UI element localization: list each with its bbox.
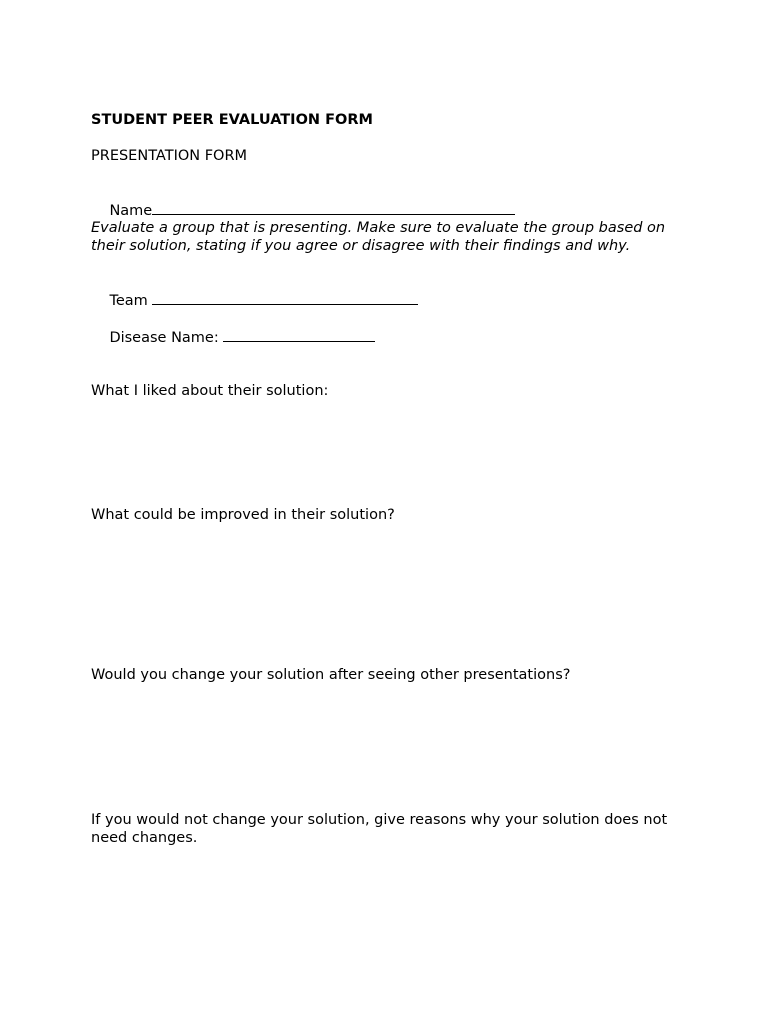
question-liked: What I liked about their solution: bbox=[91, 383, 329, 399]
question-improved: What could be improved in their solution? bbox=[91, 507, 395, 523]
team-label: Team bbox=[109, 293, 153, 309]
name-blank-line[interactable] bbox=[152, 201, 515, 215]
form-subtitle: PRESENTATION FORM bbox=[91, 148, 248, 164]
form-title: STUDENT PEER EVALUATION FORM bbox=[91, 112, 373, 128]
disease-label: Disease Name: bbox=[109, 330, 224, 346]
question-change: Would you change your solution after seeing other presentations? bbox=[91, 667, 571, 683]
question-reasons: If you would not change your solution, give reasons why your solution does not need changes. bbox=[91, 812, 668, 846]
disease-blank-line[interactable] bbox=[223, 328, 375, 342]
name-label: Name bbox=[109, 203, 153, 219]
disease-row bbox=[91, 310, 375, 365]
team-blank-line[interactable] bbox=[152, 291, 418, 305]
instructions-text: Evaluate a group that is presenting. Make sure to evaluate the group based on their solution, stating if you agree or disagree with their findings and why. bbox=[91, 220, 666, 254]
